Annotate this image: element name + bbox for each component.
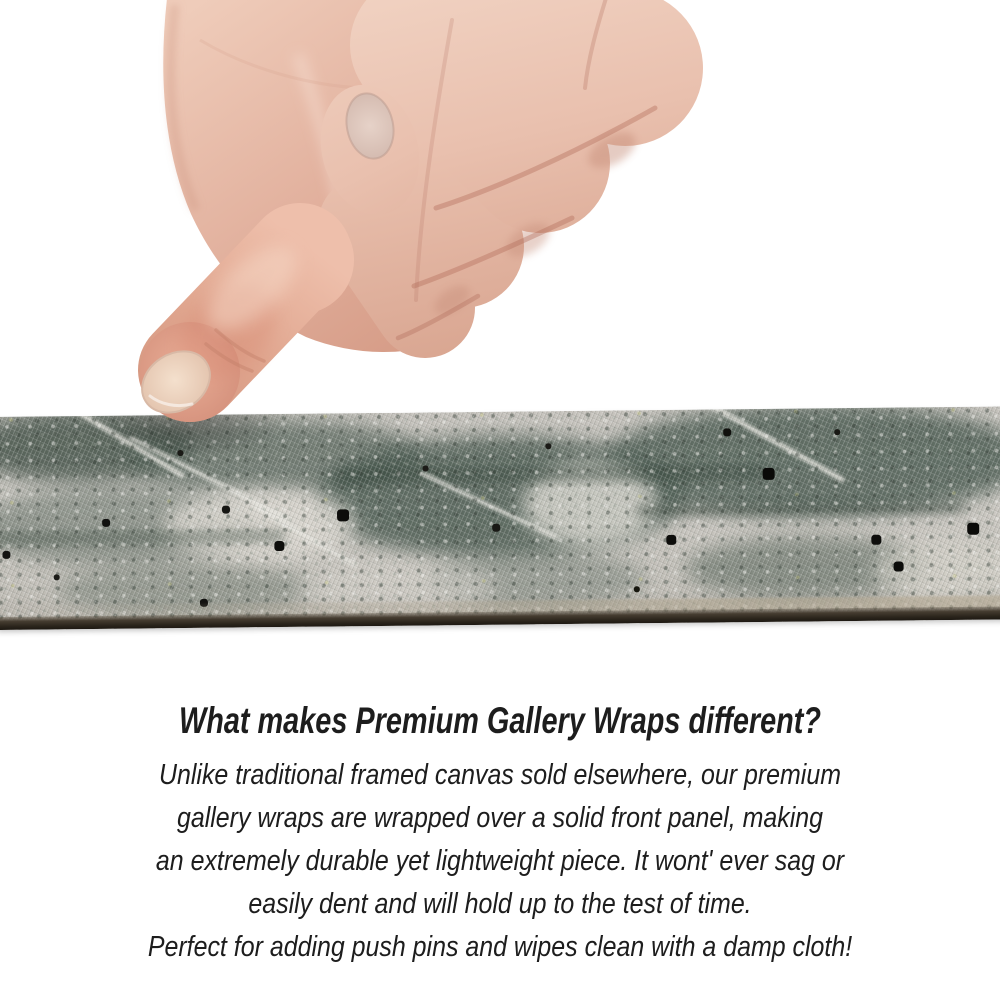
body-line: an extremely durable yet lightweight piece. It wont' ever sag or [155, 845, 845, 877]
headline: What makes Premium Gallery Wraps different? [178, 700, 822, 741]
text-section [0, 696, 1000, 969]
hand-photo [0, 0, 1000, 440]
body-line: gallery wraps are wrapped over a solid front panel, making [176, 802, 823, 834]
body-line: easily dent and will hold up to the test of time. [248, 888, 752, 920]
body-line: Perfect for adding push pins and wipes clean with a damp cloth! [147, 931, 853, 963]
body-line: Unlike traditional framed canvas sold elsewhere, our premium [158, 759, 842, 791]
